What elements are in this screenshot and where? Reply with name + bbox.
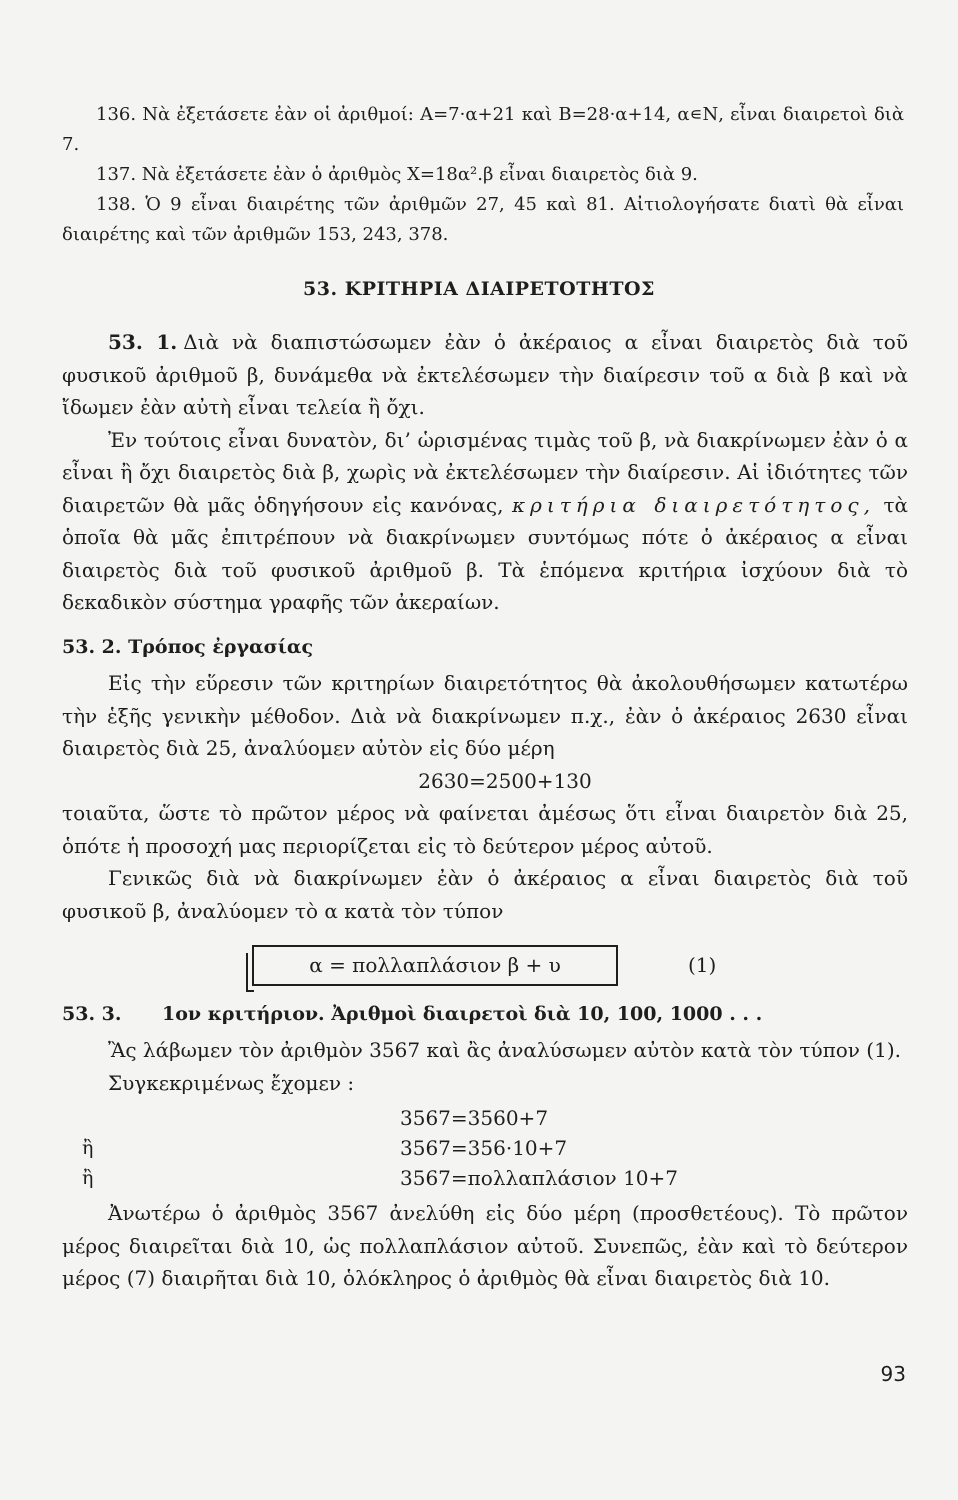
subsection-heading-53-2: 53. 2. Τρόπος ἐργασίας <box>62 635 314 658</box>
equation-2630: 2630=2500+130 <box>418 768 592 793</box>
subsection-heading-53-3 <box>62 998 908 1031</box>
boxed-formula: α = πολλαπλάσιον β + υ <box>252 945 618 986</box>
page-number: 93 <box>880 1362 906 1386</box>
exercise-list <box>62 100 904 250</box>
paragraph-general: Γενικῶς διὰ νὰ διακρίνωμεν ἐὰν ὁ ἀκέραιος α εἶναι διαιρετὸς διὰ τοῦ φυσικοῦ β, ἀναλύομεν τὸ α κατὰ τὸν τύπον <box>62 866 908 923</box>
subsection-title: 1ον κριτήριον. Ἀριθμοὶ διαιρετοὶ διὰ 10, 100, 1000 . . . <box>162 1002 763 1025</box>
paragraph-example: Ἂς λάβωμεν τὸν ἀριθμὸν 3567 καὶ ἂς ἀναλύσωμεν αὐτὸν κατὰ τὸν τύπον (1). <box>108 1038 901 1062</box>
paragraph-method-cont: τοιαῦτα, ὥστε τὸ πρῶτον μέρος νὰ φαίνεται ἀμέσως ὅτι εἶναι διαιρετὸν διὰ 25, ὁπότε ἡ προσοχή μας περιορίζεται εἰς τὸ δεύτερον μέρος αὐτοῦ. <box>62 801 908 858</box>
subsection-number: 53. 1. <box>108 330 178 354</box>
emphasized-term: κριτήρια διαιρετότητος, <box>512 492 875 517</box>
exercise-136: 136. Νὰ ἐξετάσετε ἐὰν οἱ ἀριθμοί: Α=7·α+21 καὶ Β=28·α+14, α∊Ν, εἶναι διαιρετοὶ διὰ 7. <box>62 104 904 155</box>
equation-block <box>62 1103 908 1193</box>
or-symbol: ἢ <box>82 1137 94 1159</box>
or-symbol: ἢ <box>82 1167 94 1189</box>
equation-line <box>62 1163 908 1193</box>
section-title: 53. ΚΡΙΤΗΡΙΑ ΔΙΑΙΡΕΤΟΤΗΤΟΣ <box>303 278 655 300</box>
formula-label: (1) <box>688 953 717 977</box>
paragraph-criteria <box>62 424 908 619</box>
equation-2: 3567=356·10+7 <box>400 1136 568 1160</box>
equation-line <box>62 1133 908 1163</box>
paragraph-text: Ἐν τούτοις εἶναι δυνατὸν, δι’ ὡρισμένας τιμὰς τοῦ β, νὰ διακρίνωμεν ἐὰν ὁ α εἶναι ἢ ὄχι διαιρετὸς διὰ β, χωρὶς νὰ ἐκτελέσωμεν τὴν διαίρεσιν. Αἱ ἰδιότητες τῶν διαιρετῶν θὰ μᾶς ὁδηγήσουν εἰς κανόνας, <box>62 427 908 517</box>
paragraph-concretely: Συγκεκριμένως ἔχομεν : <box>108 1070 355 1095</box>
equation-3: 3567=πολλαπλάσιον 10+7 <box>400 1166 679 1190</box>
paragraph-text: τὰ ὁποῖα θὰ μᾶς ἐπιτρέπουν νὰ διακρίνωμεν συντόμως πότε ὁ ἀκέραιος α εἶναι διαιρετὸς διὰ τοῦ φυσικοῦ ἀριθμοῦ β. Τὰ ἑπόμενα κριτήρια ἰσχύουν διὰ τὸ δεκαδικὸν σύστημα γραφῆς τῶν ἀκεραίων. <box>62 492 909 614</box>
exercise-138: 138. Ὁ 9 εἶναι διαιρέτης τῶν ἀριθμῶν 27, 45 καὶ 81. Αἰτιολογήσατε διατὶ θὰ εἶναι διαιρέτης καὶ τῶν ἀριθμῶν 153, 243, 378. <box>62 194 904 245</box>
formula-row <box>62 945 908 986</box>
paragraph-text: Διὰ νὰ διαπιστώσωμεν ἐὰν ὁ ἀκέραιος α εἶναι διαιρετὸς διὰ τοῦ φυσικοῦ ἀριθμοῦ β, δυνάμεθα νὰ ἐκτελέσωμεν τὴν διαίρεσιν τοῦ α διὰ β καὶ νὰ ἴδωμεν ἐὰν αὐτὴ εἶναι τελεία ἢ ὄχι. <box>62 330 909 419</box>
paragraph-53-1 <box>62 326 908 424</box>
equation-line <box>62 1103 908 1133</box>
paragraph-conclusion: Ἀνωτέρω ὁ ἀριθμὸς 3567 ἀνελύθη εἰς δύο μέρη (προσθετέους). Τὸ πρῶτον μέρος διαιρεῖται διὰ 10, ὡς πολλαπλάσιον αὐτοῦ. Συνεπῶς, ἐὰν καὶ τὸ δεύτερον μέρος (7) διαιρῆται διὰ 10, ὁλόκληρος ὁ ἀριθμὸς θὰ εἶναι διαιρετὸς διὰ 10. <box>62 1201 908 1290</box>
paragraph-method: Εἰς τὴν εὕρεσιν τῶν κριτηρίων διαιρετότητος θὰ ἀκολουθήσωμεν κατωτέρω τὴν ἑξῆς γενικὴν μέθοδον. Διὰ νὰ διακρίνωμεν π.χ., ἐὰν ὁ ἀκέραιος 2630 εἶναι διαιρετὸς διὰ 25, ἀναλύομεν αὐτὸν εἰς δύο μέρη <box>62 671 908 760</box>
exercise-137: 137. Νὰ ἐξετάσετε ἐὰν ὁ ἀριθμὸς Χ=18α².β εἶναι διαιρετὸς διὰ 9. <box>96 164 698 185</box>
subsection-number: 53. 3. <box>62 1002 122 1025</box>
equation-1: 3567=3560+7 <box>400 1106 549 1130</box>
section-body <box>62 326 908 1295</box>
